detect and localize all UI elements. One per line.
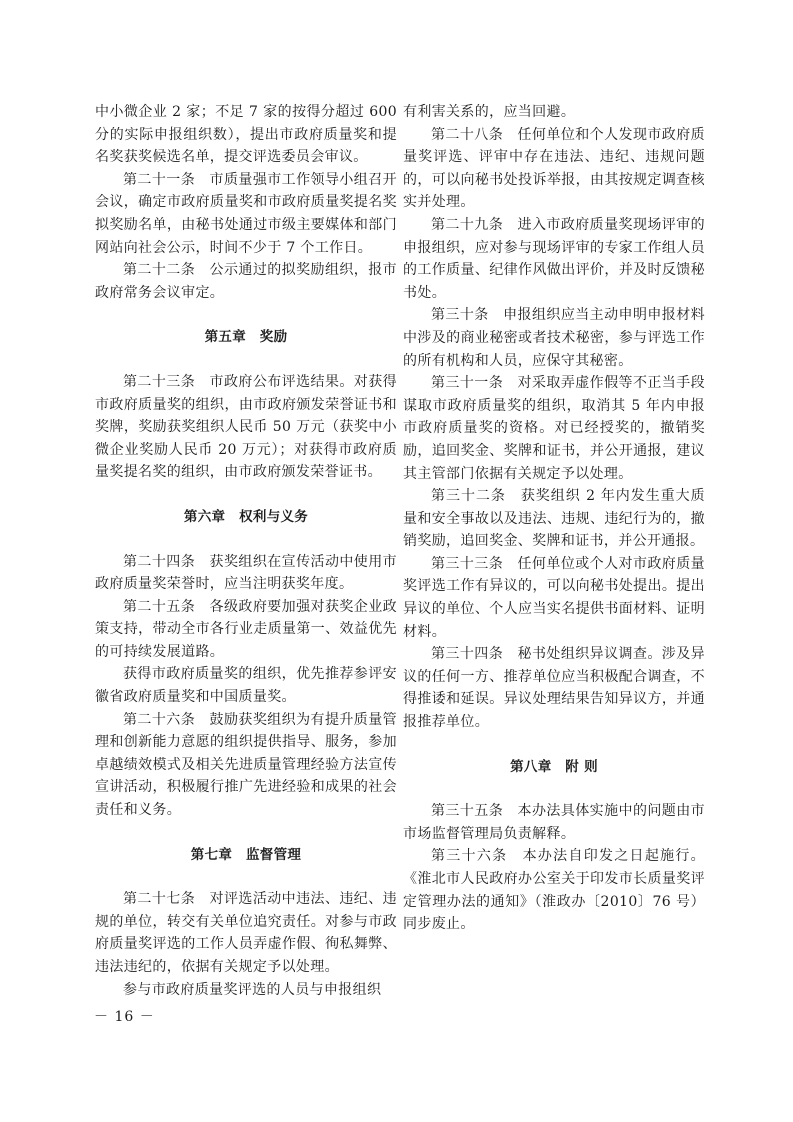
article-28: 第二十八条 任何单位和个人发现市政府质量奖评选、评审中存在违法、违纪、违规问题的，可以向秘书处投诉举报，由其按规定调查核实并处理。 [403,126,705,211]
article-23: 第二十三条 市政府公布评选结果。对获得市政府质量奖的组织，由市政府颁发荣誉证书和奖牌，奖励获奖组织人民币 50 万元（获奖中小微企业奖励人民币 20 万元）；对获得市政府质量奖提名奖的组织，由市政府颁发荣誉证书。 [95,373,397,481]
chapter-6-heading: 第六章 权利与义务 [183,508,309,525]
article-29: 第二十九条 进入市政府质量奖现场评审的申报组织，应对参与现场评审的专家工作组人员的工作质量、纪律作风做出评价，并及时反馈秘书处。 [403,216,705,301]
paragraph: 获得市政府质量奖的组织，优先推荐参评安徽省政府质量奖和中国质量奖。 [95,666,397,706]
article-26: 第二十六条 鼓励获奖组织为有提升质量管理和创新能力意愿的组织提供指导、服务，参加卓越绩效模式及相关先进质量管理经验方法宣传宣讲活动，积极履行推广先进经验和成果的社会责任和义务。 [95,711,397,819]
left-column [95,101,397,1001]
article-27: 第二十七条 对评选活动中违法、违纪、违规的单位，转交有关单位追究责任。对参与市政府质量奖评选的工作人员弄虚作假、徇私舞弊、违法违纪的，依据有关规定予以处理。 [95,891,397,975]
article-22: 第二十二条 公示通过的拟奖励组织，报市政府常务会议审定。 [95,262,397,301]
paragraph: 有利害关系的，应当回避。 [403,104,576,120]
chapter-7-heading: 第七章 监督管理 [190,846,302,863]
article-34: 第三十四条 秘书处组织异议调查。涉及异议的任何一方、推荐单位应当积极配合调查，不得推诿和延误。异议处理结果告知异议方，并通报推荐单位。 [403,646,705,731]
chapter-5-heading: 第五章 奖励 [204,329,288,346]
paragraph: 中小微企业 2 家；不足 7 家的按得分超过 600 分的实际申报组织数），提出市政府质量奖和提名奖获奖候选名单，提交评选委员会审议。 [95,104,397,166]
article-25: 第二十五条 各级政府要加强对获奖企业政策支持，带动全市各行业走质量第一、效益优先的可持续发展道路。 [95,598,397,660]
article-30: 第三十条 申报组织应当主动申明申报材料中涉及的商业秘密或者技术秘密，参与评选工作的所有机构和人员，应保守其秘密。 [403,307,705,369]
article-21: 第二十一条 市质量强市工作领导小组召开会议，确定市政府质量奖和市政府质量奖提名奖拟奖励名单，由秘书处通过市级主要媒体和部门网站向社会公示，时间不少于 7 个工作日。 [95,171,397,256]
paragraph: 参与市政府质量奖评选的人员与申报组织 [123,981,382,998]
article-24: 第二十四条 获奖组织在宣传活动中使用市政府质量奖荣誉时，应当注明获奖年度。 [95,553,397,593]
page-number: － 16 － [94,1009,155,1025]
article-31: 第三十一条 对采取弄虚作假等不正当手段谋取市政府质量奖的组织，取消其 5 年内申报市政府质量奖的资格。对已经授奖的，撤销奖励，追回奖金、奖牌和证书，并公开通报，建议其主管部门依据有关规定予以处理。 [403,375,705,482]
article-33: 第三十三条 任何单位或个人对市政府质量奖评选工作有异议的，可以向秘书处提出。提出异议的单位、个人应当实名提供书面材料、证明材料。 [403,555,705,640]
chapter-8-heading: 第八章 附 则 [510,758,598,775]
article-32: 第三十二条 获奖组织 2 年内发生重大质量和安全事故以及违法、违规、违纪行为的，撤销奖励，追回奖金、奖牌和证书，并公开通报。 [403,488,705,550]
right-column [403,101,705,936]
article-36: 第三十六条 本办法自印发之日起施行。《淮北市人民政府办公室关于印发市长质量奖评定管理办法的通知》（淮政办〔2010〕76 号）同步废止。 [403,848,705,933]
article-35: 第三十五条 本办法具体实施中的问题由市市场监督管理局负责解释。 [403,803,705,842]
